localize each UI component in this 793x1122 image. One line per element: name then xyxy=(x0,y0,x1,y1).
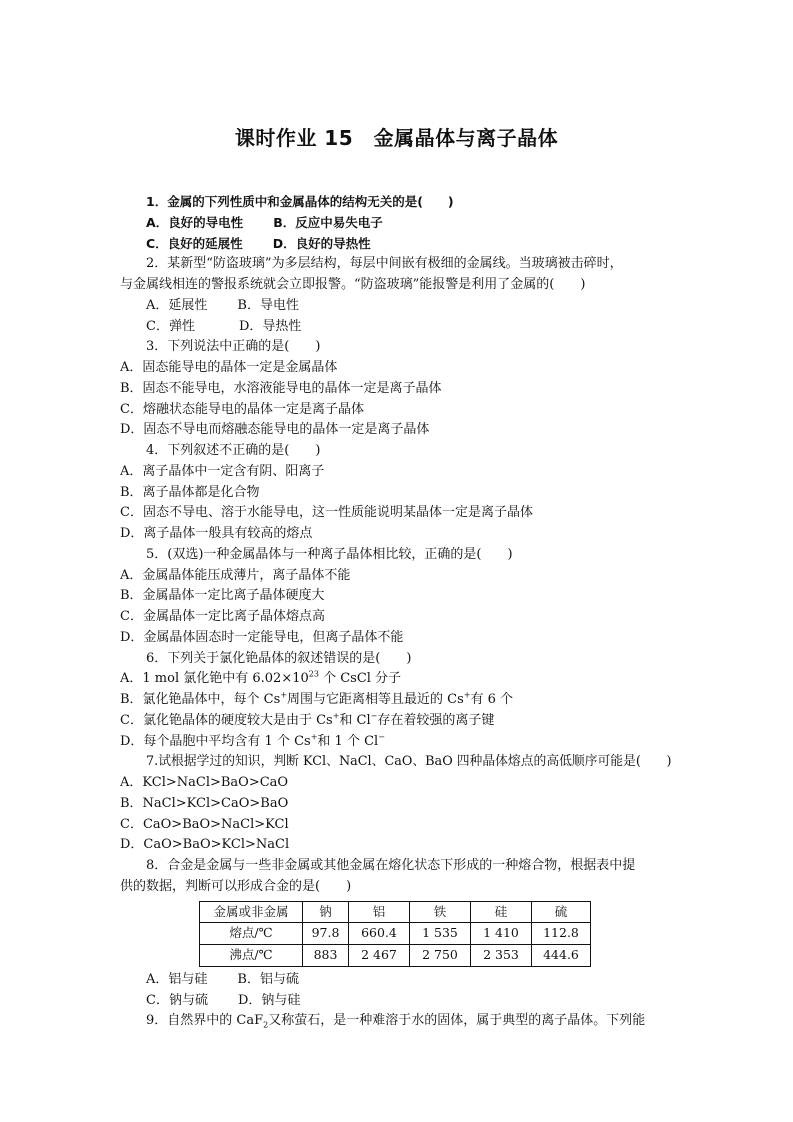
question-7-stem: 7.试根据学过的知识，判断 KCl、NaCl、CaO、BaO 四种晶体熔点的高低顺序可能是( ) xyxy=(146,754,672,770)
question-2-options-ab xyxy=(120,296,680,317)
table-cell: 2 467 xyxy=(349,945,410,967)
question-4-option-a: A．离子晶体中一定含有阴、阳离子 xyxy=(120,463,325,479)
question-3-option-b: B．固态不能导电，水溶液能导电的晶体一定是离子晶体 xyxy=(120,380,442,396)
option-text: A．1 mol 氯化铯中有 6.02×10 xyxy=(120,671,309,687)
question-6-option-b xyxy=(120,690,680,711)
question-3-stem: 3．下列说法中正确的是( ) xyxy=(146,339,321,355)
question-7-option-c: C．CaO>BaO>NaCl>KCl xyxy=(120,816,289,832)
question-1-options-ab xyxy=(120,213,680,234)
question-2-options-cd xyxy=(120,317,680,338)
stem-text: 又称萤石，是一种难溶于水的固体，属于典型的离子晶体。下列能 xyxy=(268,1013,646,1029)
question-6-option-c xyxy=(120,711,680,732)
table-header-cell: 硫 xyxy=(532,901,591,923)
option-text: 和 Cl xyxy=(339,712,371,728)
table-header-cell: 硅 xyxy=(471,901,532,923)
table-row xyxy=(200,923,591,945)
option-c: C．弹性 xyxy=(146,318,195,334)
question-1-options-cd xyxy=(120,234,680,255)
table-cell: 444.6 xyxy=(532,945,591,967)
option-text: 个 CsCl 分子 xyxy=(318,671,402,687)
table-cell: 883 xyxy=(303,945,349,967)
question-1-stem: 1．金属的下列性质中和金属晶体的结构无关的是( ) xyxy=(146,194,454,209)
table-cell: 660.4 xyxy=(349,923,410,945)
option-b: B．反应中易失电子 xyxy=(273,214,383,230)
table-header-cell: 钠 xyxy=(303,901,349,923)
option-a: A．延展性 xyxy=(146,297,208,313)
question-5-stem: 5．(双选)一种金属晶体与一种离子晶体相比较，正确的是( ) xyxy=(146,546,513,562)
question-4-option-c: C．固态不导电、溶于水能导电，这一性质能说明某晶体一定是离子晶体 xyxy=(120,505,533,521)
question-5-option-b: B．金属晶体一定比离子晶体硬度大 xyxy=(120,588,325,604)
question-3-option-a: A．固态能导电的晶体一定是金属晶体 xyxy=(120,360,338,375)
option-text: 周围与它距离相等且最近的 Cs xyxy=(287,692,464,707)
question-4-option-d: D．离子晶体一般具有较高的熔点 xyxy=(120,526,313,541)
question-9-stem xyxy=(120,1011,680,1032)
table-header-cell: 金属或非金属 xyxy=(200,901,303,923)
table-cell: 1 410 xyxy=(471,923,532,945)
table-cell: 沸点/℃ xyxy=(200,945,303,967)
question-8-stem-line2: 供的数据，判断可以形成合金的是( ) xyxy=(120,878,352,894)
question-2-stem-line2: 与金属线相连的警报系统就会立即报警。“防盗玻璃”能报警是利用了金属的( ) xyxy=(120,277,586,292)
option-text: C．氯化铯晶体的硬度较大是由于 Cs xyxy=(120,712,333,728)
stem-text: 9．自然界中的 CaF xyxy=(146,1013,264,1029)
question-3-option-c: C．熔融状态能导电的晶体一定是离子晶体 xyxy=(120,401,364,417)
question-5-option-c: C．金属晶体一定比离子晶体熔点高 xyxy=(120,609,325,624)
option-c: C．钠与硫 xyxy=(146,992,208,1008)
page-title: 课时作业 15 金属晶体与离子晶体 xyxy=(234,126,559,150)
option-d: D．钠与硅 xyxy=(237,992,301,1008)
question-4-stem: 4．下列叙述不正确的是( ) xyxy=(146,443,321,458)
question-6-stem: 6．下列关于氯化铯晶体的叙述错误的是( ) xyxy=(146,650,412,666)
table-cell: 1 535 xyxy=(410,923,471,945)
question-8-options-ab xyxy=(120,970,680,991)
option-a: A．铝与硅 xyxy=(146,971,208,987)
option-b: B．铝与硫 xyxy=(237,971,299,987)
question-3-option-d: D．固态不导电而熔融态能导电的晶体一定是离子晶体 xyxy=(120,422,430,438)
question-4-option-b: B．离子晶体都是化合物 xyxy=(120,484,260,500)
table-cell: 112.8 xyxy=(532,923,591,945)
option-text: B．氯化铯晶体中，每个 Cs xyxy=(120,692,281,707)
table-cell: 97.8 xyxy=(303,923,349,945)
table-row xyxy=(200,945,591,967)
question-5-option-d: D．金属晶体固态时一定能导电，但离子晶体不能 xyxy=(120,629,404,645)
option-text: D．每个晶胞中平均含有 1 个 Cs xyxy=(120,733,311,749)
table-cell: 2 750 xyxy=(410,945,471,967)
superscript: + xyxy=(310,732,318,742)
question-2-stem-line1: 2．某新型“防盗玻璃”为多层结构，每层中间嵌有极细的金属线。当玻璃被击碎时， xyxy=(146,256,623,272)
table-cell: 2 353 xyxy=(471,945,532,967)
question-6-option-a xyxy=(120,669,680,690)
questions-body xyxy=(120,192,680,1032)
option-b: B．导电性 xyxy=(237,297,299,313)
subscript: 2 xyxy=(263,1020,269,1030)
superscript: + xyxy=(280,690,288,700)
question-8-options-cd xyxy=(120,991,680,1012)
option-text: 和 1 个 Cl xyxy=(317,733,379,749)
question-8-stem-line1: 8．合金是金属与一些非金属或其他金属在熔化状态下形成的一种熔合物，根据表中提 xyxy=(146,858,636,873)
option-d: D．导热性 xyxy=(238,318,302,334)
question-7-option-b: B．NaCl>KCl>CaO>BaO xyxy=(120,795,289,811)
table-header-cell: 铝 xyxy=(349,901,410,923)
option-text: 有 6 个 xyxy=(470,692,514,707)
superscript: + xyxy=(332,711,340,721)
question-7-option-d: D．CaO>BaO>KCl>NaCl xyxy=(120,837,290,853)
table-header-cell: 铁 xyxy=(410,901,471,923)
superscript: − xyxy=(378,732,385,742)
superscript: − xyxy=(370,711,378,721)
option-a: A．良好的导电性 xyxy=(146,214,244,230)
superscript: + xyxy=(463,690,471,700)
question-7-option-a: A．KCl>NaCl>BaO>CaO xyxy=(120,775,289,790)
table-cell: 熔点/℃ xyxy=(200,923,303,945)
option-d: D．良好的导热性 xyxy=(272,235,371,251)
superscript: 23 xyxy=(308,669,319,679)
option-text: 存在着较强的离子键 xyxy=(377,712,495,728)
melting-boiling-table xyxy=(199,901,591,967)
table-header-row xyxy=(200,901,591,923)
question-6-option-d xyxy=(120,732,680,753)
question-5-option-a: A．金属晶体能压成薄片，离子晶体不能 xyxy=(120,567,351,583)
option-c: C．良好的延展性 xyxy=(146,235,243,251)
